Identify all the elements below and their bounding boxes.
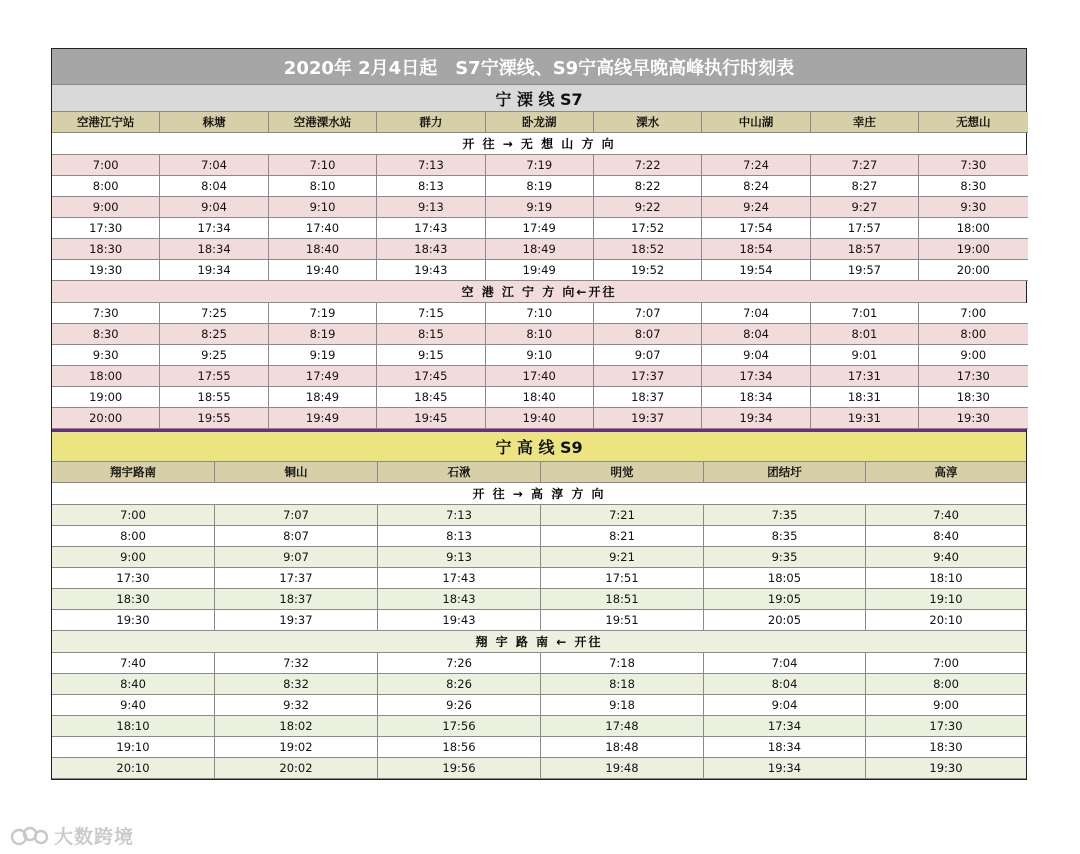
time-cell: 7:00 [52, 155, 160, 176]
time-cell: 7:18 [541, 653, 704, 674]
time-cell: 19:30 [52, 610, 215, 631]
time-cell: 20:10 [52, 758, 215, 779]
time-cell: 9:00 [52, 197, 160, 218]
station-header-cell: 无想山 [919, 112, 1027, 133]
station-header-cell: 群力 [377, 112, 485, 133]
watermark [10, 822, 134, 849]
time-cell: 8:32 [215, 674, 378, 695]
time-cell: 7:27 [811, 155, 919, 176]
time-cell: 19:37 [215, 610, 378, 631]
time-cell: 19:51 [541, 610, 704, 631]
time-cell: 17:40 [486, 366, 594, 387]
time-cell: 18:37 [594, 387, 702, 408]
time-cell: 17:40 [269, 218, 377, 239]
time-cell: 9:19 [486, 197, 594, 218]
time-cell: 7:19 [269, 303, 377, 324]
station-header-cell: 石湫 [378, 462, 541, 483]
table-row [52, 176, 1026, 197]
time-cell: 18:45 [377, 387, 485, 408]
time-cell: 7:22 [594, 155, 702, 176]
table-row [52, 653, 1026, 674]
table-row [52, 737, 1026, 758]
time-cell: 20:00 [52, 408, 160, 429]
time-cell: 9:32 [215, 695, 378, 716]
time-cell: 20:05 [704, 610, 866, 631]
time-cell: 18:10 [52, 716, 215, 737]
time-cell: 17:43 [377, 218, 485, 239]
time-cell: 19:31 [811, 408, 919, 429]
time-cell: 9:00 [919, 345, 1027, 366]
time-cell: 18:49 [269, 387, 377, 408]
table-row [52, 505, 1026, 526]
table-row [52, 526, 1026, 547]
table-row [52, 197, 1026, 218]
time-cell: 7:40 [52, 653, 215, 674]
time-cell: 9:04 [704, 695, 866, 716]
time-cell: 7:00 [866, 653, 1026, 674]
time-cell: 7:01 [811, 303, 919, 324]
time-cell: 8:01 [811, 324, 919, 345]
time-cell: 7:10 [269, 155, 377, 176]
time-cell: 9:24 [702, 197, 810, 218]
time-cell: 7:04 [160, 155, 268, 176]
time-cell: 7:00 [919, 303, 1027, 324]
time-cell: 8:10 [486, 324, 594, 345]
station-header-cell: 空港溧水站 [269, 112, 377, 133]
time-cell: 8:40 [52, 674, 215, 695]
time-cell: 19:02 [215, 737, 378, 758]
table-row [52, 345, 1026, 366]
time-cell: 18:00 [919, 218, 1027, 239]
time-cell: 9:40 [52, 695, 215, 716]
time-cell: 8:22 [594, 176, 702, 197]
time-cell: 7:10 [486, 303, 594, 324]
time-cell: 18:43 [378, 589, 541, 610]
time-cell: 18:56 [378, 737, 541, 758]
time-cell: 7:40 [866, 505, 1026, 526]
s7-line-title: 宁 溧 线 S7 [52, 85, 1026, 112]
s9-section [52, 429, 1026, 779]
time-cell: 8:00 [919, 324, 1027, 345]
time-cell: 18:49 [486, 239, 594, 260]
s9-line-title: 宁 高 线 S9 [52, 429, 1026, 462]
station-header-cell: 幸庄 [811, 112, 919, 133]
time-cell: 19:30 [52, 260, 160, 281]
table-row [52, 366, 1026, 387]
time-cell: 9:27 [811, 197, 919, 218]
time-cell: 17:34 [704, 716, 866, 737]
table-row [52, 674, 1026, 695]
timetable-title: 2020年 2月4日起 S7宁溧线、S9宁高线早晚高峰执行时刻表 [52, 49, 1026, 85]
time-cell: 17:45 [377, 366, 485, 387]
s7-section [52, 85, 1026, 429]
time-cell: 19:54 [702, 260, 810, 281]
time-cell: 8:04 [160, 176, 268, 197]
time-cell: 9:30 [919, 197, 1027, 218]
time-cell: 8:00 [52, 526, 215, 547]
time-cell: 17:51 [541, 568, 704, 589]
time-cell: 20:10 [866, 610, 1026, 631]
time-cell: 18:10 [866, 568, 1026, 589]
table-row [52, 408, 1026, 429]
time-cell: 19:34 [160, 260, 268, 281]
time-cell: 8:07 [594, 324, 702, 345]
time-cell: 18:57 [811, 239, 919, 260]
time-cell: 19:43 [377, 260, 485, 281]
time-cell: 9:04 [160, 197, 268, 218]
station-header-cell: 高淳 [866, 462, 1026, 483]
time-cell: 19:43 [378, 610, 541, 631]
s7-direction-outbound: 开 往 → 无 想 山 方 向 [52, 133, 1026, 155]
time-cell: 8:24 [702, 176, 810, 197]
time-cell: 7:19 [486, 155, 594, 176]
time-cell: 17:34 [702, 366, 810, 387]
time-cell: 20:00 [919, 260, 1027, 281]
table-row [52, 155, 1026, 176]
s7-station-header [52, 112, 1026, 133]
time-cell: 7:32 [215, 653, 378, 674]
time-cell: 7:07 [594, 303, 702, 324]
time-cell: 18:55 [160, 387, 268, 408]
time-cell: 19:52 [594, 260, 702, 281]
time-cell: 17:30 [919, 366, 1027, 387]
time-cell: 17:49 [486, 218, 594, 239]
table-row [52, 568, 1026, 589]
time-cell: 19:49 [486, 260, 594, 281]
time-cell: 8:15 [377, 324, 485, 345]
time-cell: 18:30 [919, 387, 1027, 408]
station-header-cell: 翔宇路南 [52, 462, 215, 483]
time-cell: 7:15 [377, 303, 485, 324]
time-cell: 9:19 [269, 345, 377, 366]
time-cell: 19:40 [269, 260, 377, 281]
table-row [52, 758, 1026, 779]
time-cell: 9:35 [704, 547, 866, 568]
time-cell: 19:00 [52, 387, 160, 408]
time-cell: 18:34 [702, 387, 810, 408]
time-cell: 7:04 [702, 303, 810, 324]
time-cell: 18:54 [702, 239, 810, 260]
time-cell: 7:26 [378, 653, 541, 674]
time-cell: 8:30 [919, 176, 1027, 197]
watermark-text: 大数跨境 [54, 826, 135, 848]
time-cell: 8:04 [702, 324, 810, 345]
time-cell: 19:56 [378, 758, 541, 779]
time-cell: 9:04 [702, 345, 810, 366]
time-cell: 8:21 [541, 526, 704, 547]
time-cell: 19:05 [704, 589, 866, 610]
time-cell: 18:34 [160, 239, 268, 260]
station-header-cell: 铜山 [215, 462, 378, 483]
time-cell: 19:37 [594, 408, 702, 429]
table-row [52, 547, 1026, 568]
time-cell: 9:13 [377, 197, 485, 218]
cloud-logo-icon [10, 825, 50, 847]
time-cell: 8:13 [378, 526, 541, 547]
station-header-cell: 卧龙湖 [486, 112, 594, 133]
time-cell: 17:34 [160, 218, 268, 239]
time-cell: 8:10 [269, 176, 377, 197]
time-cell: 19:40 [486, 408, 594, 429]
time-cell: 17:52 [594, 218, 702, 239]
time-cell: 8:19 [269, 324, 377, 345]
station-header-cell: 中山湖 [702, 112, 810, 133]
time-cell: 8:35 [704, 526, 866, 547]
time-cell: 9:22 [594, 197, 702, 218]
time-cell: 19:34 [704, 758, 866, 779]
time-cell: 18:34 [704, 737, 866, 758]
time-cell: 9:00 [866, 695, 1026, 716]
time-cell: 8:07 [215, 526, 378, 547]
time-cell: 19:45 [377, 408, 485, 429]
time-cell: 19:10 [52, 737, 215, 758]
s9-station-header [52, 462, 1026, 483]
time-cell: 7:21 [541, 505, 704, 526]
time-cell: 8:26 [378, 674, 541, 695]
time-cell: 18:37 [215, 589, 378, 610]
time-cell: 8:00 [866, 674, 1026, 695]
time-cell: 9:30 [52, 345, 160, 366]
time-cell: 18:40 [486, 387, 594, 408]
time-cell: 18:30 [52, 239, 160, 260]
time-cell: 8:30 [52, 324, 160, 345]
table-row [52, 303, 1026, 324]
time-cell: 18:31 [811, 387, 919, 408]
time-cell: 9:10 [486, 345, 594, 366]
time-cell: 19:55 [160, 408, 268, 429]
table-row [52, 387, 1026, 408]
time-cell: 9:07 [215, 547, 378, 568]
station-header-cell: 团结圩 [704, 462, 866, 483]
time-cell: 8:19 [486, 176, 594, 197]
time-cell: 9:00 [52, 547, 215, 568]
time-cell: 8:04 [704, 674, 866, 695]
table-row [52, 695, 1026, 716]
table-row [52, 260, 1026, 281]
time-cell: 17:56 [378, 716, 541, 737]
time-cell: 17:37 [215, 568, 378, 589]
time-cell: 9:26 [378, 695, 541, 716]
time-cell: 7:07 [215, 505, 378, 526]
time-cell: 9:13 [378, 547, 541, 568]
time-cell: 17:48 [541, 716, 704, 737]
table-row [52, 218, 1026, 239]
table-row [52, 324, 1026, 345]
station-header-cell: 秣塘 [160, 112, 268, 133]
timetable [51, 48, 1027, 780]
time-cell: 7:13 [377, 155, 485, 176]
time-cell: 7:30 [919, 155, 1027, 176]
station-header-cell: 空港江宁站 [52, 112, 160, 133]
time-cell: 7:13 [378, 505, 541, 526]
time-cell: 18:51 [541, 589, 704, 610]
time-cell: 18:02 [215, 716, 378, 737]
table-row [52, 239, 1026, 260]
time-cell: 9:10 [269, 197, 377, 218]
time-cell: 7:25 [160, 303, 268, 324]
time-cell: 18:30 [52, 589, 215, 610]
time-cell: 19:34 [702, 408, 810, 429]
time-cell: 17:30 [866, 716, 1026, 737]
time-cell: 17:43 [378, 568, 541, 589]
station-header-cell: 明觉 [541, 462, 704, 483]
time-cell: 8:00 [52, 176, 160, 197]
time-cell: 17:54 [702, 218, 810, 239]
time-cell: 9:01 [811, 345, 919, 366]
time-cell: 19:10 [866, 589, 1026, 610]
time-cell: 8:25 [160, 324, 268, 345]
s9-direction-outbound: 开 往 → 高 淳 方 向 [52, 483, 1026, 505]
time-cell: 20:02 [215, 758, 378, 779]
time-cell: 18:52 [594, 239, 702, 260]
time-cell: 19:30 [919, 408, 1027, 429]
time-cell: 18:00 [52, 366, 160, 387]
time-cell: 19:48 [541, 758, 704, 779]
time-cell: 9:40 [866, 547, 1026, 568]
time-cell: 9:15 [377, 345, 485, 366]
time-cell: 8:13 [377, 176, 485, 197]
s9-direction-return: 翔 宇 路 南 ← 开往 [52, 631, 1026, 653]
time-cell: 7:30 [52, 303, 160, 324]
time-cell: 18:30 [866, 737, 1026, 758]
time-cell: 8:18 [541, 674, 704, 695]
time-cell: 17:30 [52, 568, 215, 589]
time-cell: 17:30 [52, 218, 160, 239]
time-cell: 19:00 [919, 239, 1027, 260]
station-header-cell: 溧水 [594, 112, 702, 133]
time-cell: 17:57 [811, 218, 919, 239]
time-cell: 19:57 [811, 260, 919, 281]
table-row [52, 716, 1026, 737]
time-cell: 19:30 [866, 758, 1026, 779]
time-cell: 9:25 [160, 345, 268, 366]
time-cell: 7:35 [704, 505, 866, 526]
time-cell: 7:24 [702, 155, 810, 176]
time-cell: 9:21 [541, 547, 704, 568]
time-cell: 8:27 [811, 176, 919, 197]
time-cell: 9:07 [594, 345, 702, 366]
time-cell: 7:04 [704, 653, 866, 674]
time-cell: 19:49 [269, 408, 377, 429]
time-cell: 18:48 [541, 737, 704, 758]
time-cell: 18:43 [377, 239, 485, 260]
table-row [52, 610, 1026, 631]
table-row [52, 589, 1026, 610]
time-cell: 17:55 [160, 366, 268, 387]
s7-direction-return: 空 港 江 宁 方 向←开往 [52, 281, 1026, 303]
time-cell: 18:40 [269, 239, 377, 260]
time-cell: 8:40 [866, 526, 1026, 547]
time-cell: 17:37 [594, 366, 702, 387]
time-cell: 7:00 [52, 505, 215, 526]
time-cell: 18:05 [704, 568, 866, 589]
time-cell: 9:18 [541, 695, 704, 716]
time-cell: 17:49 [269, 366, 377, 387]
time-cell: 17:31 [811, 366, 919, 387]
